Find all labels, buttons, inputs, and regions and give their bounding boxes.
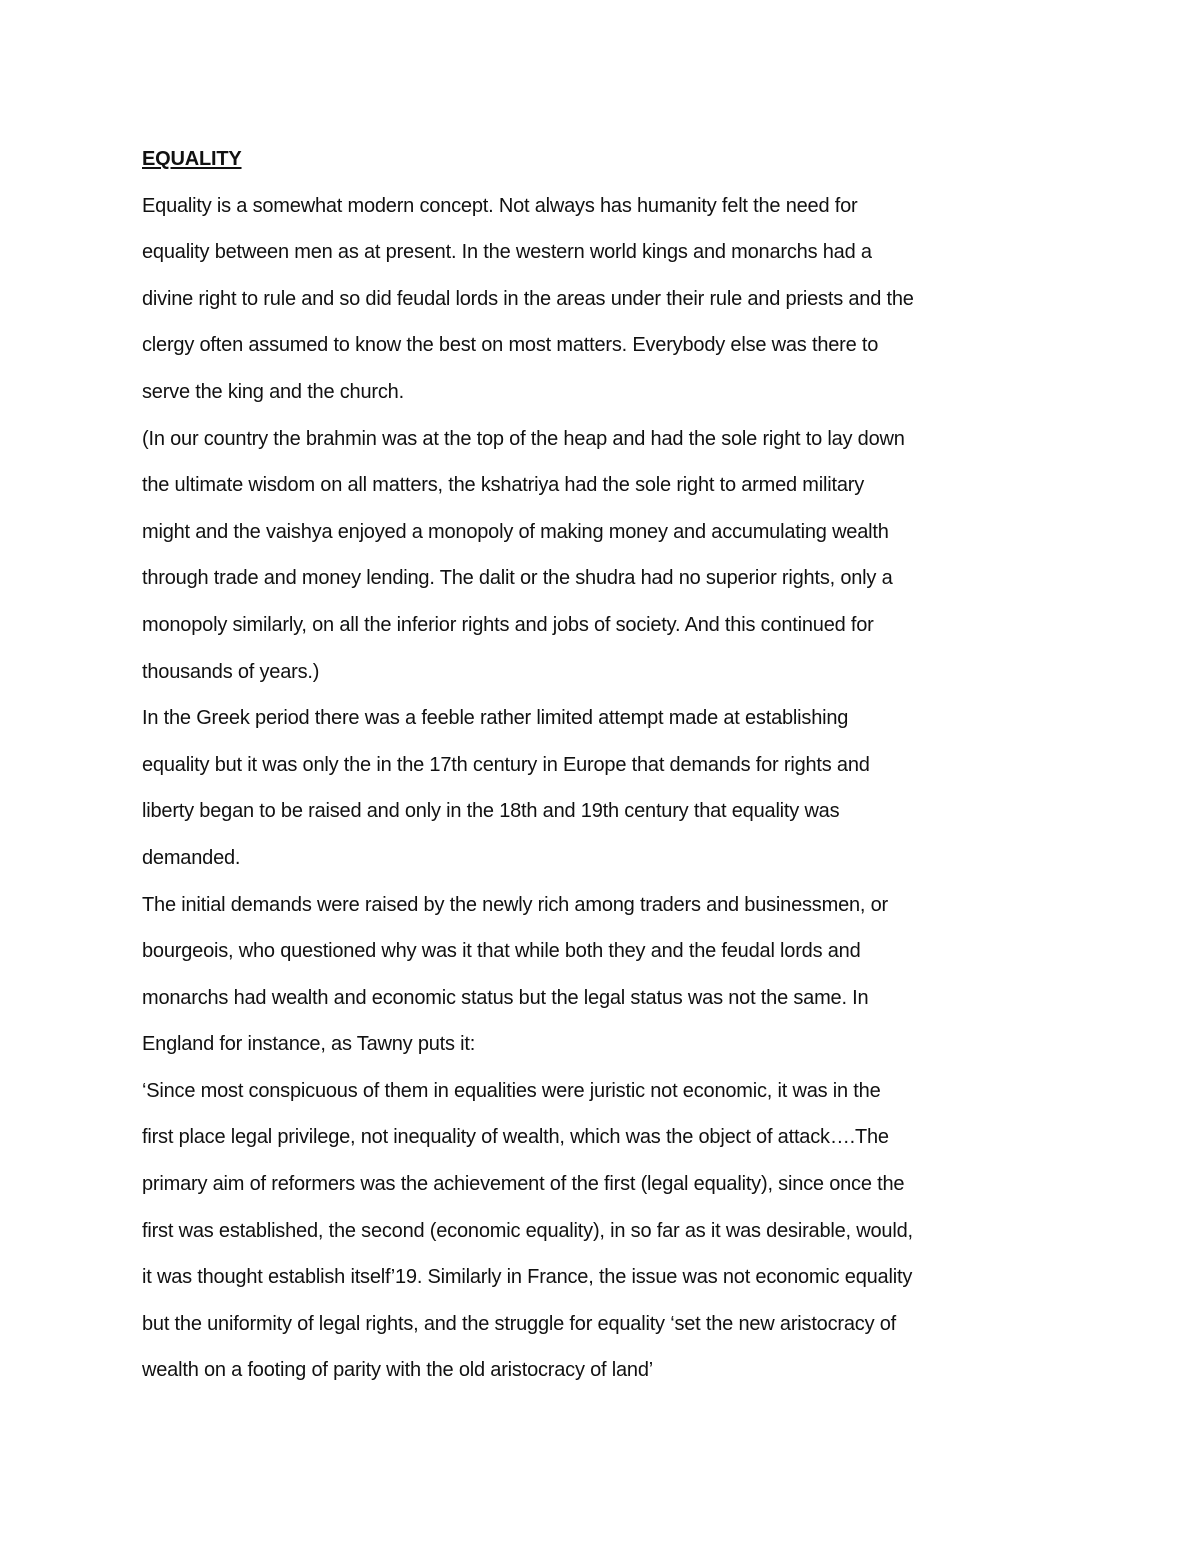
text-line: clergy often assumed to know the best on most matters. Everybody else was there to — [142, 334, 879, 357]
text-line: wealth on a footing of parity with the old aristocracy of land’ — [142, 1359, 654, 1382]
text-line: demanded. — [142, 846, 241, 869]
text-line: In the Greek period there was a feeble rather limited attempt made at establishing — [142, 707, 849, 730]
text-line: the ultimate wisdom on all matters, the kshatriya had the sole right to armed military — [142, 474, 865, 497]
text-line: primary aim of reformers was the achievement of the first (legal equality), since once the — [142, 1173, 905, 1196]
text-line: equality between men as at present. In the western world kings and monarchs had a — [142, 241, 872, 264]
text-line: first was established, the second (economic equality), in so far as it was desirable, would, — [142, 1219, 913, 1242]
text-line: might and the vaishya enjoyed a monopoly of making money and accumulating wealth — [142, 520, 889, 543]
text-line: first place legal privilege, not inequality of wealth, which was the object of attack….The — [142, 1126, 889, 1149]
text-line: ‘Since most conspicuous of them in equalities were juristic not economic, it was in the — [142, 1079, 881, 1102]
text-line: equality but it was only the in the 17th century in Europe that demands for rights and — [142, 753, 870, 776]
text-line: divine right to rule and so did feudal lords in the areas under their rule and priests and the — [142, 287, 914, 310]
text-line: through trade and money lending. The dalit or the shudra had no superior rights, only a — [142, 567, 893, 590]
text-line: monopoly similarly, on all the inferior rights and jobs of society. And this continued for — [142, 613, 874, 636]
text-line: serve the king and the church. — [142, 380, 404, 403]
text-line: (In our country the brahmin was at the top of the heap and had the sole right to lay down — [142, 427, 905, 450]
text-line: it was thought establish itself’19. Similarly in France, the issue was not economic equality — [142, 1266, 913, 1289]
text-line: monarchs had wealth and economic status but the legal status was not the same. In — [142, 986, 869, 1009]
document-title: EQUALITY — [142, 148, 242, 170]
text-line: liberty began to be raised and only in the 18th and 19th century that equality was — [142, 800, 840, 823]
text-line: thousands of years.) — [142, 660, 320, 683]
text-line: but the uniformity of legal rights, and the struggle for equality ‘set the new aristocracy of — [142, 1312, 897, 1335]
text-line: The initial demands were raised by the newly rich among traders and businessmen, or — [142, 893, 889, 916]
text-line: Equality is a somewhat modern concept. Not always has humanity felt the need for — [142, 194, 858, 217]
text-line: England for instance, as Tawny puts it: — [142, 1033, 476, 1056]
document-body — [142, 136, 1042, 1394]
text-line: bourgeois, who questioned why was it that while both they and the feudal lords and — [142, 940, 861, 963]
